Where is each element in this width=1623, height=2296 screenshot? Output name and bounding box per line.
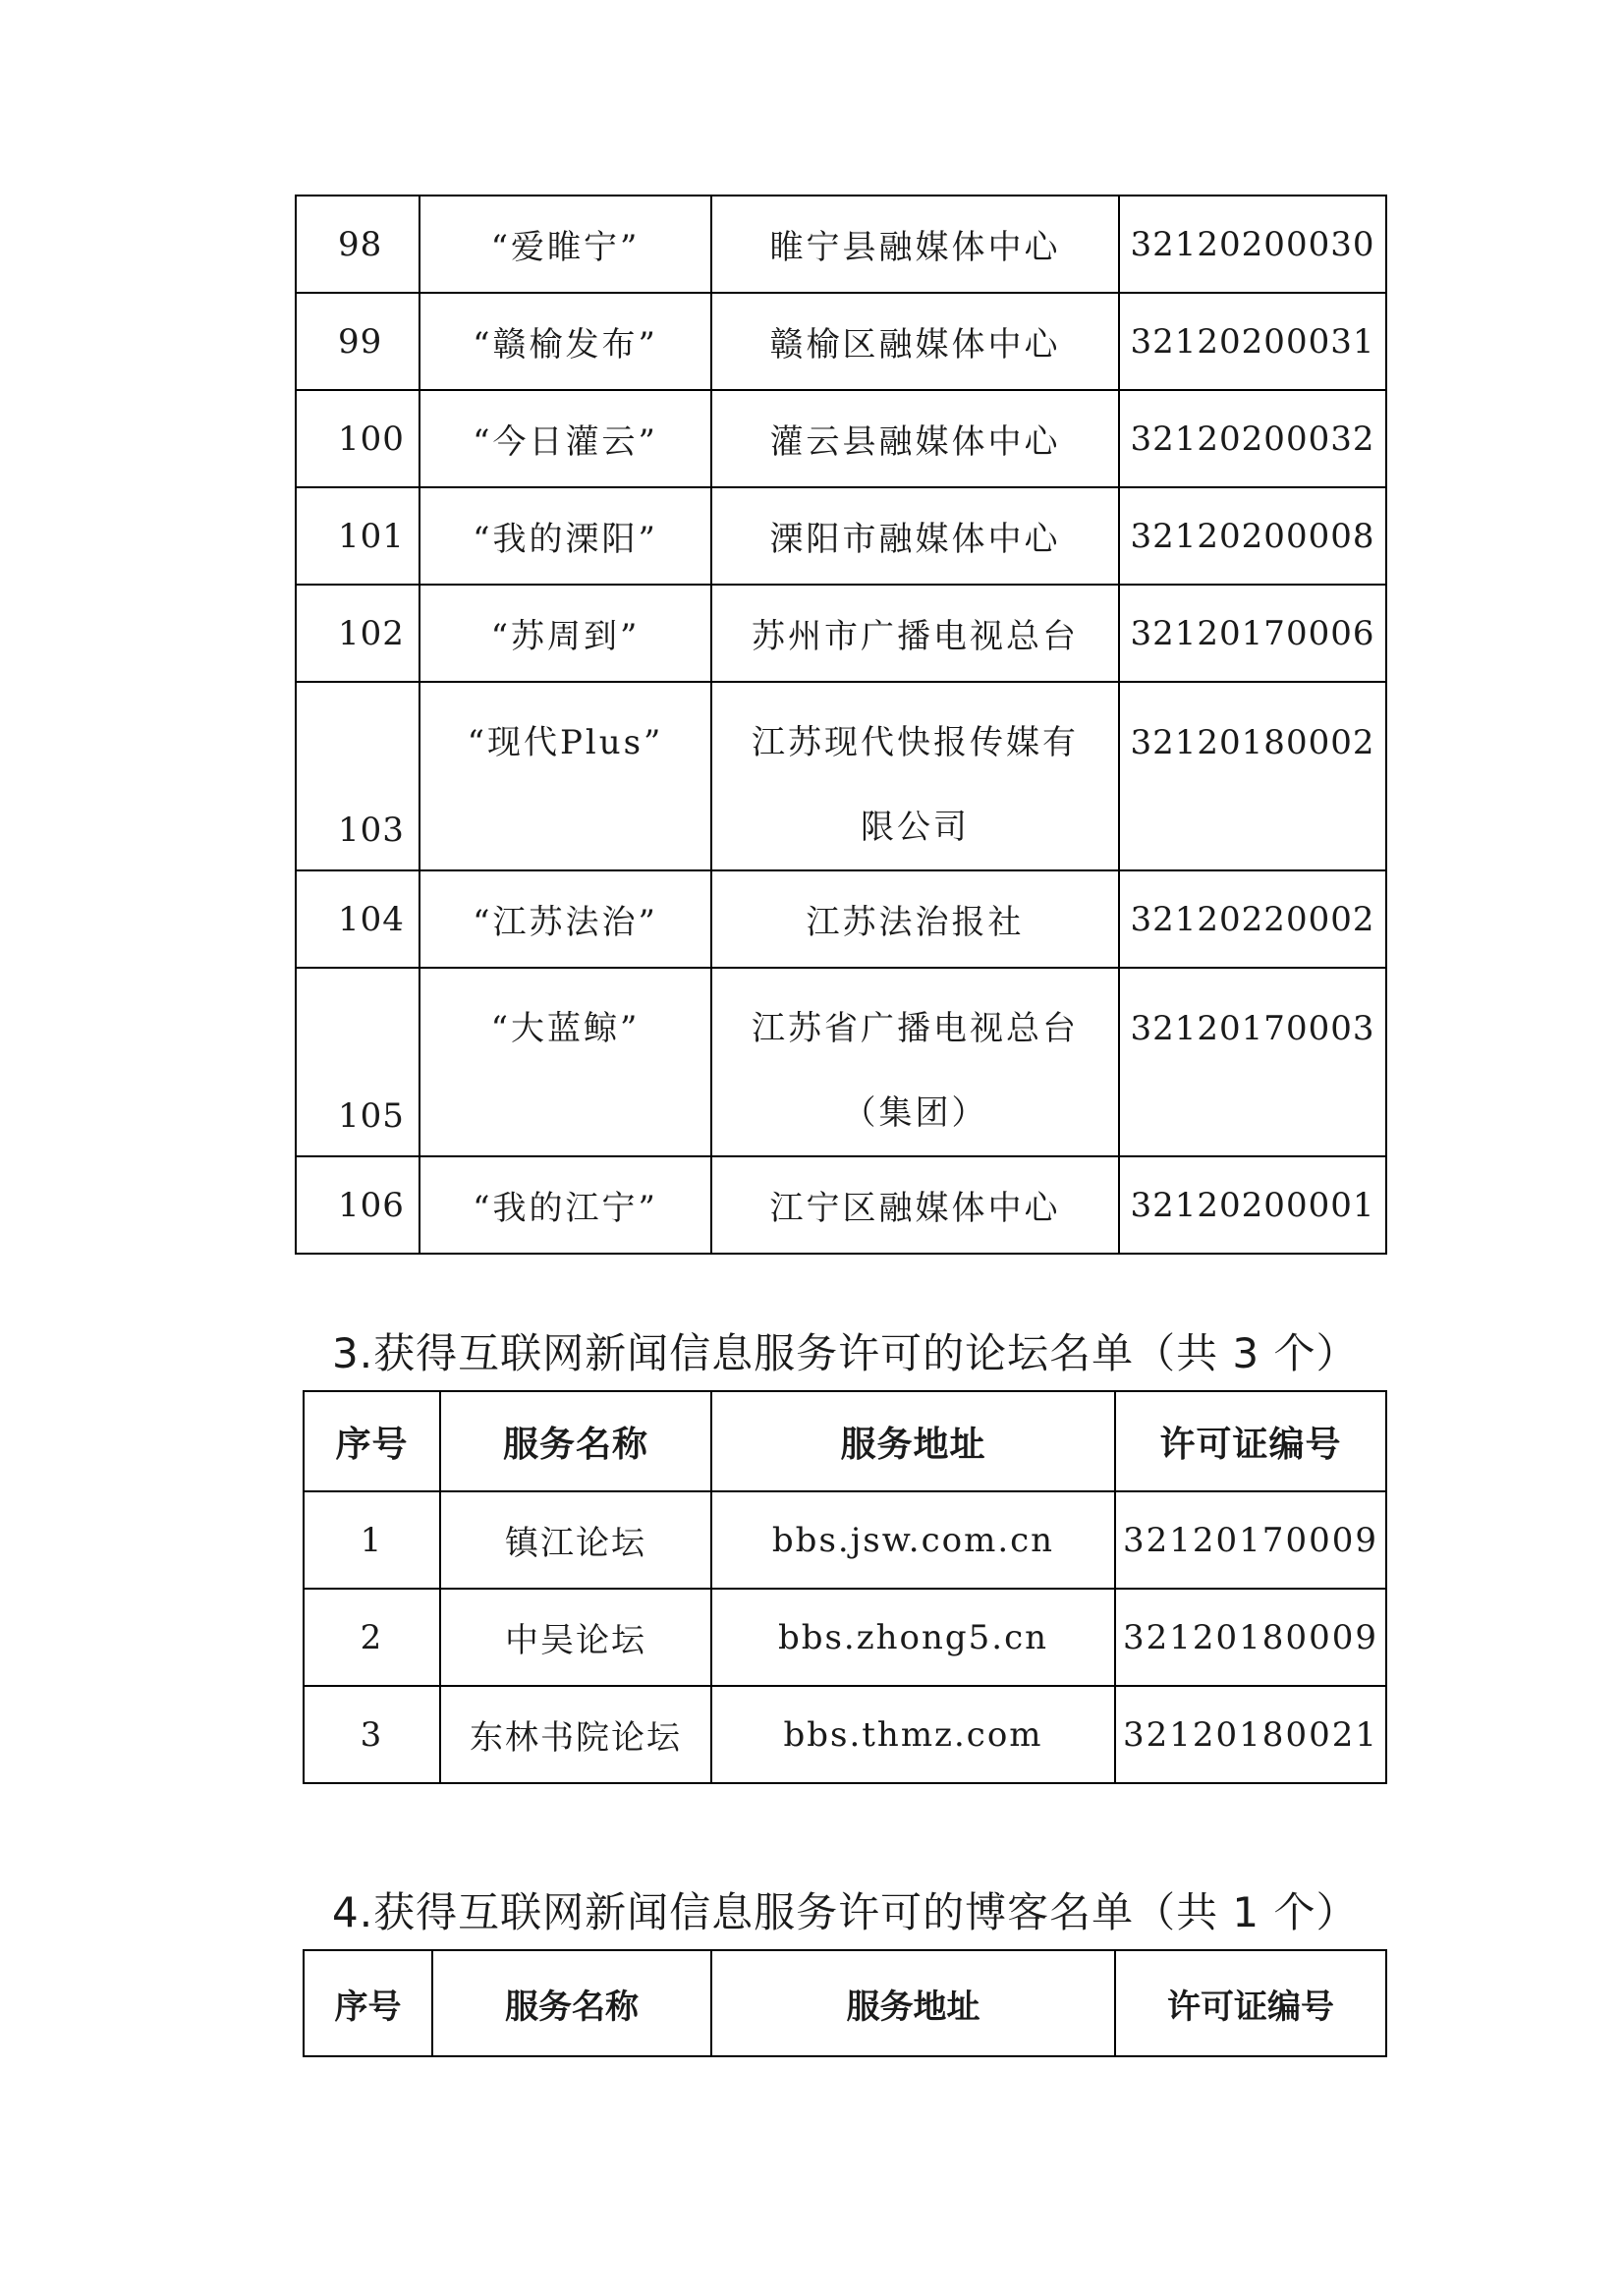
table-row [304,1589,1386,1686]
service-name: “苏周到” [420,585,711,682]
organization-line-2: （集团） [842,1093,988,1133]
organization [711,968,1119,1156]
license-number: 32120180002 [1119,682,1386,870]
service-name: 东林书院论坛 [440,1686,711,1783]
row-number: 3 [304,1686,440,1783]
license-number: 32120170009 [1115,1491,1386,1589]
table-row [296,196,1386,293]
table-row [304,1686,1386,1783]
license-number: 32120200030 [1119,196,1386,293]
row-number: 102 [296,585,420,682]
license-number: 32120180021 [1115,1686,1386,1783]
row-number: 2 [304,1589,440,1686]
blog-section-title: 4.获得互联网新闻信息服务许可的博客名单（共 1 个） [332,1888,1359,1936]
service-name: “江苏法治” [420,870,711,968]
organization: 灌云县融媒体中心 [711,390,1119,487]
organization: 江苏法治报社 [711,870,1119,968]
row-number: 103 [296,682,420,870]
service-address: bbs.thmz.com [711,1686,1115,1783]
service-address: bbs.jsw.com.cn [711,1491,1115,1589]
table-row [296,585,1386,682]
organization: 赣榆区融媒体中心 [711,293,1119,390]
row-number: 100 [296,390,420,487]
header-number: 序号 [304,1391,440,1491]
header-number: 序号 [304,1950,432,2056]
forum-list-table [303,1390,1387,1784]
service-name: “现代Plus” [420,682,711,870]
table-row [296,293,1386,390]
service-address: bbs.zhong5.cn [711,1589,1115,1686]
table-row [296,968,1386,1156]
organization-line-1: 江苏省广播电视总台 [752,1009,1079,1048]
header-service-name: 服务名称 [440,1391,711,1491]
license-number: 32120200032 [1119,390,1386,487]
license-number: 32120170003 [1119,968,1386,1156]
row-number: 99 [296,293,420,390]
organization: 溧阳市融媒体中心 [711,487,1119,585]
forum-section-title: 3.获得互联网新闻信息服务许可的论坛名单（共 3 个） [332,1329,1359,1377]
row-number: 104 [296,870,420,968]
organization: 苏州市广播电视总台 [711,585,1119,682]
row-number: 105 [296,968,420,1156]
table-row [296,1156,1386,1254]
license-number: 32120220002 [1119,870,1386,968]
service-name: “今日灌云” [420,390,711,487]
organization: 睢宁县融媒体中心 [711,196,1119,293]
organization [711,682,1119,870]
service-name: 中吴论坛 [440,1589,711,1686]
table-row [296,870,1386,968]
license-number: 32120200031 [1119,293,1386,390]
table-header-row [304,1950,1386,2056]
license-number: 32120200008 [1119,487,1386,585]
table-row [304,1491,1386,1589]
row-number: 1 [304,1491,440,1589]
service-name: “爱睢宁” [420,196,711,293]
header-license-number: 许可证编号 [1115,1391,1386,1491]
organization-line-2: 限公司 [861,808,970,847]
license-number: 32120180009 [1115,1589,1386,1686]
organization-line-1: 江苏现代快报传媒有 [752,723,1079,762]
table-row [296,682,1386,870]
service-name: “我的江宁” [420,1156,711,1254]
service-name: 镇江论坛 [440,1491,711,1589]
row-number: 106 [296,1156,420,1254]
service-name: “大蓝鲸” [420,968,711,1156]
row-number: 101 [296,487,420,585]
row-number: 98 [296,196,420,293]
blog-list-table [303,1949,1387,2057]
service-name: “我的溧阳” [420,487,711,585]
header-service-address: 服务地址 [711,1950,1115,2056]
license-number: 32120200001 [1119,1156,1386,1254]
license-number: 32120170006 [1119,585,1386,682]
table-row [296,390,1386,487]
header-service-address: 服务地址 [711,1391,1115,1491]
table-row [296,487,1386,585]
header-service-name: 服务名称 [432,1950,711,2056]
table-header-row [304,1391,1386,1491]
service-name: “赣榆发布” [420,293,711,390]
organization: 江宁区融媒体中心 [711,1156,1119,1254]
header-license-number: 许可证编号 [1115,1950,1386,2056]
app-list-table [295,195,1387,1255]
